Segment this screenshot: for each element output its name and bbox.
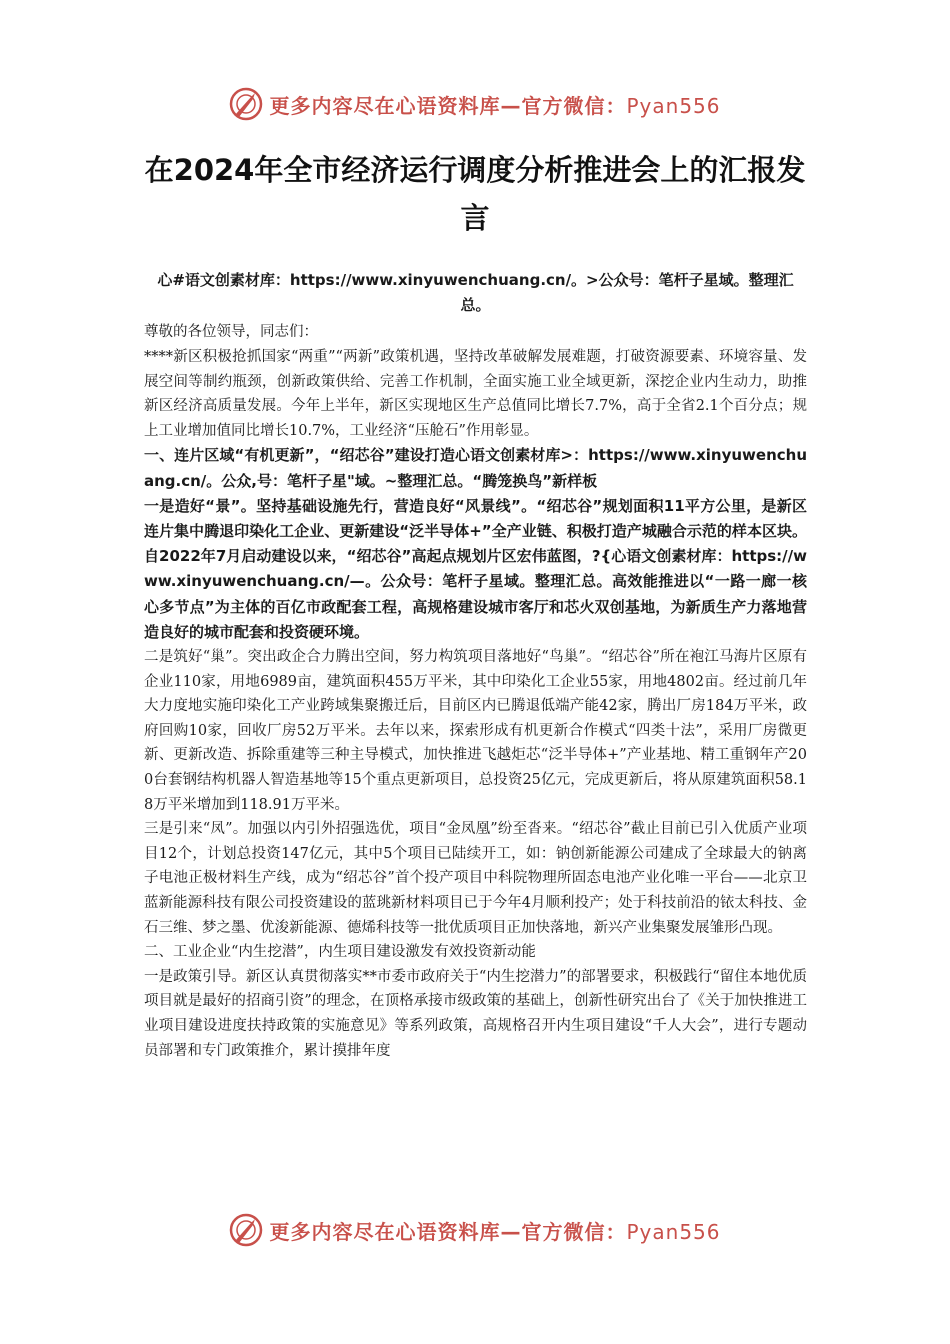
footer-watermark-banner — [0, 1208, 950, 1252]
header-watermark-banner — [0, 82, 950, 126]
intro-paragraph: ****新区积极抢抓国家“两重”“两新”政策机遇，坚持改革破解发展难题，打破资源要素、环境容量、发展空间等制约瓶颈，创新政策供给、完善工作机制，全面实施工业全域更新，深挖企业内生动力，助推新区经济高质量发展。今年上半年，新区实现地区生产总值同比增长7.7%，高于全省2.1个百分点；规上工业增加值同比增长10.7%，工业经济“压舱石”作用彰显。 — [144, 349, 807, 439]
brand-logo-icon — [229, 1213, 263, 1247]
paragraph-policy: 一是政策引导。新区认真贯彻落实**市委市政府关于“内生挖潜力”的部署要求，积极践行“留住本地优质项目就是最好的招商引资”的理念，在顶格承接市级政策的基础上，创新性研究出台了《关于加快推进工业项目建设进度扶持政策的实施意见》等系列政策，高规格召开内生项目建设“千人大会”，进行专题动员部署和专门政策推介，累计摸排年度 — [144, 968, 807, 1059]
watermark-label: 更多内容尽在心语资料库—官方微信： — [269, 1219, 627, 1244]
watermark-text — [269, 90, 720, 119]
paragraph-nest: 二是筑好“巢”。突出政企合力腾出空间，努力构筑项目落地好“鸟巢”。“绍芯谷”所在袍江马海片区原有企业110家，用地6989亩，建筑面积455万平米，其中印染化工企业55家，用地4802亩。经过前几年大力度地实施印染化工产业跨域集聚搬迁后，目前区内已腾退低端产能42家，腾出厂房184万平米，政府回购10家，回收厂房52万平米。去年以来，探索形成有机更新合作模式“四类十法”，采用厂房微更新、更新改造、拆除重建等三种主导模式，加快推进飞越炬芯“泛半导体+”产业基地、精工重钢年产200台套钢结构机器人智造基地等15个重点更新项目，总投资25亿元，完成更新后，将从原建筑面积58.18万平米增加到118.91万平米。 — [144, 649, 807, 813]
document-body — [144, 268, 807, 1063]
brand-logo-icon — [229, 87, 263, 121]
document-title: 在2024年全市经济运行调度分析推进会上的汇报发言 — [144, 153, 806, 235]
section-heading-2: 二、工业企业“内生挖潜”，内生项目建设激发有效投资新动能 — [144, 944, 536, 961]
paragraph-scenery: 一是造好“景”。坚持基础设施先行，营造良好“风景线”。“绍芯谷”规划面积11平方公里，是新区连片集中腾退印染化工企业、更新建设“泛半导体+”全产业链、积极打造产城融合示范的样本区块。自2022年7月启动建设以来，“绍芯谷”高起点规划片区宏伟蓝图，?{心语文创素材库：https://www.xinyuwenchuang.cn/—。公众号：笔杆子星域。整理汇总。高效能推进以“一路一廊一核心多节点”为主体的百亿市政配套工程，高规格建设城市客厅和芯火双创基地，为新质生产力落地营造良好的城市配套和投资硬环境。 — [144, 496, 807, 641]
watermark-label: 更多内容尽在心语资料库—官方微信： — [269, 93, 627, 118]
watermark-account: Pyan556 — [626, 93, 721, 118]
source-note: 心#语文创素材库：https://www.xinyuwenchuang.cn/。>公众号：笔杆子星域。整理汇总。 — [157, 271, 794, 315]
watermark-account: Pyan556 — [626, 1219, 721, 1244]
paragraph-phoenix: 三是引来“凤”。加强以内引外招强选优，项目“金凤凰”纷至沓来。“绍芯谷”截止目前已引入优质产业项目12个，计划总投资147亿元，其中5个项目已陆续开工，如：钠创新能源公司建成了全球最大的钠离子电池正极材料生产线，成为“绍芯谷”首个投产项目中科院物理所固态电池产业化唯一平台——北京卫蓝新能源科技有限公司投资建设的蓝珧新材料项目已于今年4月顺利投产；处于科技前沿的铱太科技、金石三维、梦之墨、优浚新能源、德烯科技等一批优质项目正加快落地，新兴产业集聚发展雏形凸现。 — [144, 821, 807, 936]
section-heading-1: 一、连片区域“有机更新”，“绍芯谷”建设打造心语文创素材库>：https://www.xinyuwenchuang.cn/。公众,号：笔杆子星"域。~整理汇总。“腾笼换鸟”新样板 — [144, 446, 807, 490]
salutation: 尊敬的各位领导，同志们： — [144, 324, 318, 341]
watermark-text — [269, 1216, 720, 1245]
